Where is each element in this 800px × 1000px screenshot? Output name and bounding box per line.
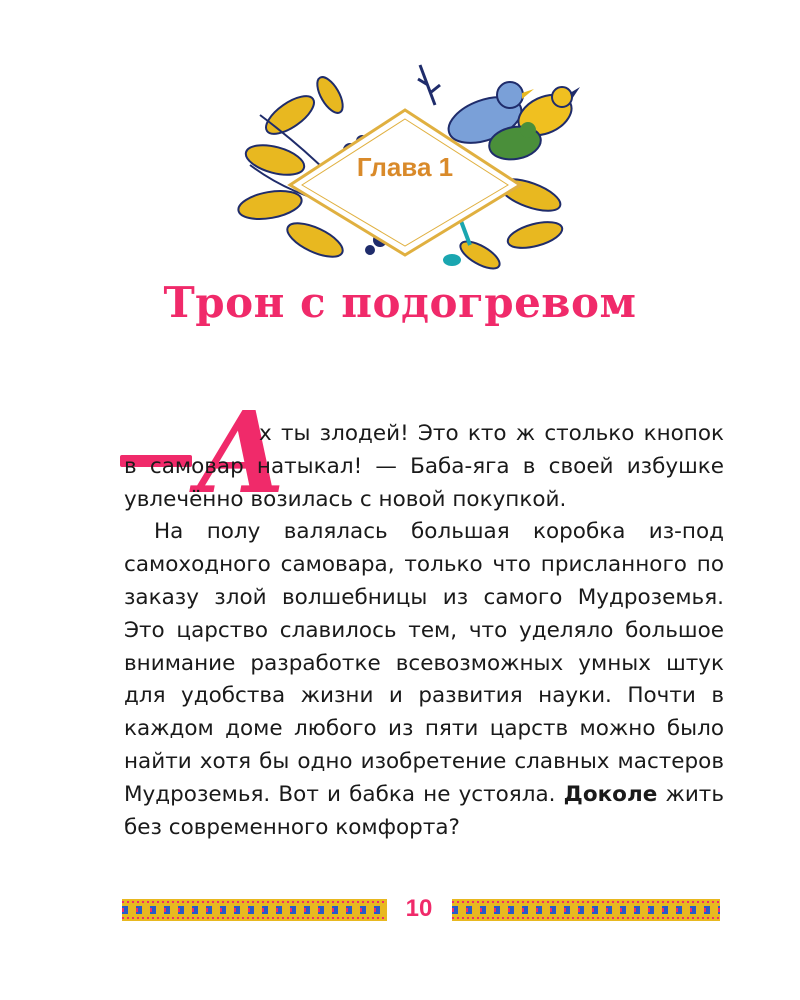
drop-cap: А: [196, 388, 288, 519]
footer-ornament-left: [122, 899, 387, 921]
first-paragraph-text: х ты злодей! Это кто ж столько кнопок в самовар натыкал! — Баба-яга в своей избушке увлечённо возилась с новой покупкой.: [124, 421, 724, 512]
chapter-number: Глава 1: [356, 152, 454, 182]
bold-word: Доколе: [563, 781, 658, 807]
first-paragraph: [124, 418, 724, 516]
page-number: 10: [405, 895, 433, 922]
chapter-title: Трон с подогревом: [163, 278, 637, 327]
second-paragraph-start: На полу валялась большая коробка из-под самоходного самовара, только что присланного по заказу злой волшебницы из самого Мудроземья. Это царство славилось тем, что уделяло большое внимание разработке всевозможных умных штук для удобства жизни и развития науки. Почти в каждом доме любого из пяти царств можно было найти хотя бы одно изобретение славных мастеров Мудроземья. Вот и бабка не устояла.: [124, 519, 724, 807]
second-paragraph: [124, 516, 724, 844]
story-text: [124, 418, 724, 844]
second-paragraph-end: жить без современного комфорта?: [124, 781, 724, 840]
footer-ornament-right: [452, 899, 720, 921]
